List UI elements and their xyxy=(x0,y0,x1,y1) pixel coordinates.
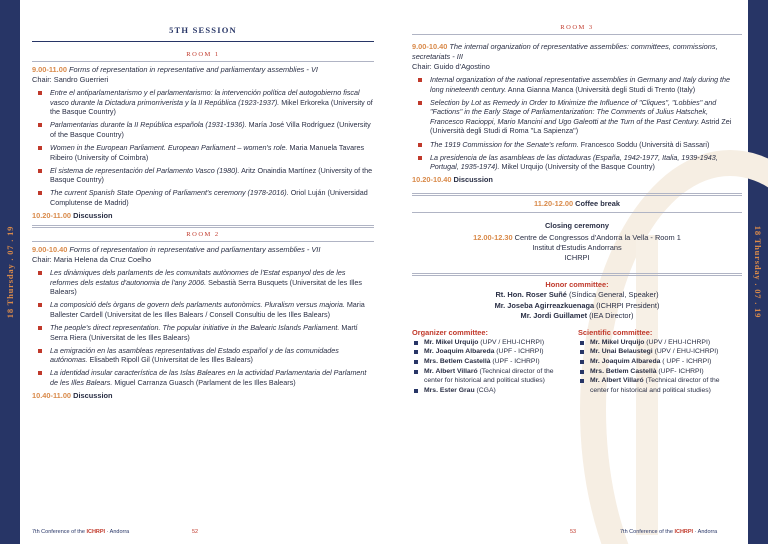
scientific-committee-title: Scientific committee: xyxy=(578,327,653,337)
side-date-label-left: 18 Thursday . 07 . 19 xyxy=(5,225,15,319)
room-2-rule xyxy=(32,241,374,242)
honor-double-rule xyxy=(412,273,742,276)
room-3-discussion: 10.20-10.40 Discussion xyxy=(412,175,493,185)
break-double-rule xyxy=(412,193,742,196)
room-2-discussion: 10.40-11.00 Discussion xyxy=(32,391,113,401)
room-1-slot xyxy=(32,65,374,75)
room-1-discussion: 10.20-11.00 Discussion xyxy=(32,211,113,221)
right-footer: 7th Conference of the ICHRPI · Andorra xyxy=(620,529,718,535)
left-page-number: 52 xyxy=(192,529,199,535)
scientific-member: Mr. Albert Villaró (Technical director of the center for historical and political studies) xyxy=(578,376,740,395)
room-3-papers xyxy=(412,75,742,172)
left-side-bar xyxy=(0,0,20,544)
room-3-slot xyxy=(412,42,742,62)
scientific-member: Mr. Mikel Urquijo (UPV / EHU-ICHRPI) xyxy=(578,338,740,348)
paper-item: Internal organization of the national representative assemblies in Germany and Italy during the long nineteenth century. Anna Gianna Manca (Università degli Studi di Trento (Italy) xyxy=(412,75,742,94)
closing-org: ICHRPI xyxy=(564,253,590,263)
paper-item: La emigración en las asambleas representativas del Estado español y de las comunidades autónomas. Elisabeth Ripoll Gil (Universitat de les Illes Balears) xyxy=(32,346,374,365)
room-3-rule xyxy=(412,34,742,35)
room-1-title: Forms of representation in representative and parliamentary assemblies - VI xyxy=(69,65,318,74)
room-2-chair: Chair: Maria Helena da Cruz Coelho xyxy=(32,255,152,265)
paper-item: The 1919 Commission for the Senate's reform. Francesco Soddu (Università di Sassari) xyxy=(412,140,742,150)
organizer-member: Mr. Joaquim Albareda (UPF - ICHRPI) xyxy=(412,347,574,357)
room-1-time: 9.00-11.00 xyxy=(32,65,67,74)
organizer-member: Mr. Mikel Urquijo (UPV / EHU-ICHRPI) xyxy=(412,338,574,348)
break-rule xyxy=(412,212,742,213)
room-2-double-rule xyxy=(32,225,374,228)
room-2-time: 9.00-10.40 xyxy=(32,245,68,255)
room-1-chair: Chair: Sandro Guerrieri xyxy=(32,75,109,84)
organizer-committee xyxy=(412,328,574,396)
paper-item: Women in the European Parliament. European Parliament – women's role. Maria Manuela Tavares Ribeiro (University of Coimbra) xyxy=(32,143,374,162)
left-footer: 7th Conference of the ICHRPI · Andorra xyxy=(32,529,130,535)
paper-item: Les dinàmiques dels parlaments de les comunitats autònomes de l'Estat espanyol des de les reformes dels estatus d'autonomia de l'any 2006. Sebastià Serra Busquets (Universitat de les Illes Balears) xyxy=(32,268,374,297)
room-2-heading: ROOM 2 xyxy=(186,231,220,239)
paper-item: El sistema de representación del Parlamento Vasco (1980). Aritz Onaindia Martínez (University of the Basque Country) xyxy=(32,166,374,185)
paper-item: Entre el antiparlamentarismo y el parlamentarismo: la intervención política del autogobierno fiscal vasco durante la Dictadura primorriverista y la II República (1923-1937). Mikel Erkoreka (University of the Basque Country) xyxy=(32,88,374,117)
organizer-member: Mrs. Ester Grau (CGA) xyxy=(412,386,574,396)
organizer-member: Mr. Albert Villaró (Technical director of the center for historical and political studies) xyxy=(412,367,574,386)
scientific-member: Mr. Joaquim Albareda ( UPF - ICHRPI) xyxy=(578,357,740,367)
room-3-time: 9.00-10.40 xyxy=(412,42,448,51)
room-2-slot xyxy=(32,245,374,255)
honor-committee-title: Honor committee: xyxy=(545,280,609,290)
paper-item: La identidad insular característica de las Islas Baleares en la actividad Parlamentaria del Parlament de les Illes Balears. Miguel Carranza Guasch (Parlament de les Illes Balears) xyxy=(32,368,374,387)
closing-institute: Institut d'Estudis Andorrans xyxy=(532,243,622,253)
paper-item: The people's direct representation. The popular initiative in the Balearic Islands Parliament. Martí Serra Riera (Universitat de les Illes Balears) xyxy=(32,323,374,342)
organizer-member: Mrs. Betlem Castellà (UPF - ICHRPI) xyxy=(412,357,574,367)
right-page xyxy=(384,0,748,544)
room-1-rule xyxy=(32,61,374,62)
right-column xyxy=(412,0,742,428)
honor-member: Mr. Joseba Agirreazkuenaga (ICHRPI President) xyxy=(494,300,660,310)
scientific-member: Mrs. Betlem Castellà (UPF- ICHRPI) xyxy=(578,367,740,377)
room-1-papers xyxy=(32,88,374,208)
paper-item: The current Spanish State Opening of Parliament's ceremony (1978-2016). Oriol Luján (Universidad Complutense de Madrid) xyxy=(32,188,374,207)
room-1-heading: ROOM 1 xyxy=(186,51,220,58)
room-2-title: Forms of representation in representative and parliamentary assemblies - VII xyxy=(69,245,321,255)
left-column xyxy=(32,0,374,401)
right-page-number: 53 xyxy=(570,529,577,535)
closing-title: Closing ceremony xyxy=(544,221,610,231)
left-page xyxy=(20,0,384,544)
side-date-label-right: 18 Thursday . 07 . 19 xyxy=(753,225,763,319)
room-3-heading: ROOM 3 xyxy=(560,24,594,31)
title-rule xyxy=(32,41,374,42)
coffee-break: 11.20-12.00 Coffee break xyxy=(534,199,620,209)
honor-member: Mr. Jordi Guillamet (IEA Director) xyxy=(520,311,634,321)
room-2-papers xyxy=(32,268,374,388)
committees xyxy=(412,328,742,428)
honor-member: Rt. Hon. Roser Suñé (Síndica General, Speaker) xyxy=(495,290,659,300)
honor-committee-list xyxy=(412,290,742,322)
paper-item: La composició dels òrgans de govern dels parlaments autonòmics. Pluralism versus majoria. Maria Ballester Cardell (Universitat de les Illes Balears / Consell Consultiu de les Illes Balears) xyxy=(32,300,374,319)
organizer-committee-title: Organizer committee: xyxy=(412,327,488,337)
scientific-committee xyxy=(578,328,740,396)
scientific-member: Mr. Unai Belaustegi (UPV / EHU-ICHRPI) xyxy=(578,347,740,357)
closing-line: 12.00-12.30 Centre de Congressos d'Andorra la Vella - Room 1 xyxy=(473,233,681,243)
room-3-chair: Chair: Guido d'Agostino xyxy=(412,62,490,71)
paper-item: La presidencia de las asambleas de las dictaduras (España, 1942-1977, Italia, 1939-1943, Portugal, 1935-1974). Mikel Urquijo (University of the Basque Country) xyxy=(412,153,742,172)
session-title: 5TH SESSION xyxy=(169,25,237,35)
paper-item: Parlamentarias durante la II República española (1931-1936). María José Villa Rodríguez (University of the Basque Country) xyxy=(32,120,374,139)
paper-item: Selection by Lot as Remedy in Order to Minimize the Influence of "Cliques", "Lobbies" and "Factions" in the Early Stage of Parliamentarization: The Comments of Julius Hatschek, Francesco Racioppi, Mario Mancini and Ugo Galeotti at the Turn of the Past Century. Astrid Zei (Università degli Studi di Roma "La Sapienza") xyxy=(412,98,742,136)
room-3-title: The internal organization of representative assemblies: committees, commissions, secretariats - III xyxy=(412,42,718,61)
